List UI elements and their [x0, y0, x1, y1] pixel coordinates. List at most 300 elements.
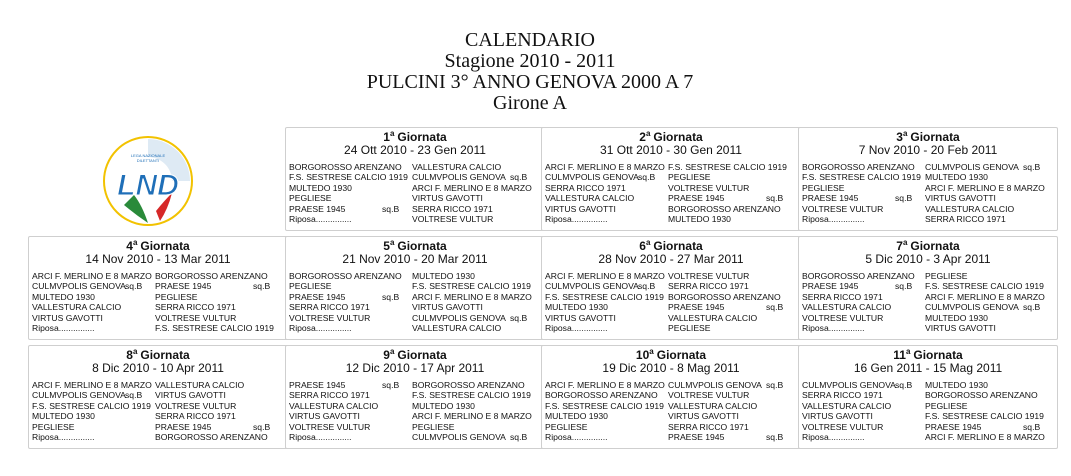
- home-team: SERRA RICCO 1971: [545, 182, 626, 193]
- away-team: VALLESTURA CALCIO: [155, 380, 245, 390]
- giornata-label: Giornata: [397, 239, 447, 253]
- giornata-label: Giornata: [140, 239, 190, 253]
- home-team: VALLESTURA CALCIO: [802, 302, 892, 313]
- match-row: [542, 302, 800, 312]
- home-team: VOLTRESE VULTUR: [289, 421, 371, 432]
- match-row: [286, 390, 544, 400]
- away-team: ARCI F. MERLINO E 8 MARZO: [412, 291, 532, 302]
- giornata-number: 8: [126, 348, 133, 362]
- match-row: [286, 411, 544, 421]
- match-row: [286, 214, 544, 224]
- home-team: ARCI F. MERLINO E 8 MARZO: [545, 380, 665, 390]
- giornata-title: [286, 346, 544, 362]
- away-team: MULTEDO 1930: [925, 380, 988, 390]
- away-team: VIRTUS GAVOTTI: [412, 193, 483, 204]
- away-team: F.S. SESTRESE CALCIO 1919: [668, 162, 787, 172]
- match-row: [542, 172, 800, 182]
- away-team: VALLESTURA CALCIO: [412, 322, 502, 333]
- home-team: Riposa...............: [802, 431, 865, 442]
- giornata-dates: 24 Ott 2010 - 23 Gen 2011: [344, 143, 486, 157]
- home-team: Riposa...............: [289, 213, 352, 224]
- giornata-number: 7: [896, 239, 903, 253]
- match-row: [542, 380, 800, 390]
- match-list: [799, 271, 1057, 333]
- match-row: [799, 401, 1057, 411]
- home-team: SERRA RICCO 1971: [802, 390, 883, 401]
- match-row: [286, 193, 544, 203]
- giornata-card-9: [285, 345, 545, 449]
- away-team: VIRTUS GAVOTTI: [412, 302, 483, 313]
- document-header: [300, 30, 760, 114]
- away-team: VOLTRESE VULTUR: [668, 271, 750, 281]
- giornata-dates: 5 Dic 2010 - 3 Apr 2011: [865, 252, 991, 266]
- home-team: ARCI F. MERLINO E 8 MARZO: [32, 380, 152, 390]
- match-row: [29, 271, 287, 281]
- away-team: CULMVPOLIS GENOVA: [412, 172, 506, 183]
- home-team: Riposa...............: [289, 431, 352, 442]
- giornata-title: [542, 346, 800, 362]
- home-team: MULTEDO 1930: [545, 411, 608, 422]
- home-team: VIRTUS GAVOTTI: [802, 411, 873, 422]
- match-row: [286, 183, 544, 193]
- home-team: BORGOROSSO ARENZANO: [802, 271, 915, 281]
- giornata-label: Giornata: [397, 348, 447, 362]
- away-team: CULMVPOLIS GENOVA: [925, 302, 1019, 313]
- match-row: [542, 271, 800, 281]
- away-team: ARCI F. MERLINO E 8 MARZO: [412, 411, 532, 422]
- away-team: PRAESE 1945: [155, 421, 212, 432]
- away-team: VIRTUS GAVOTTI: [925, 322, 996, 333]
- match-row: [799, 411, 1057, 421]
- home-team: PEGLIESE: [802, 182, 845, 193]
- match-row: [286, 323, 544, 333]
- home-team: CULMVPOLIS GENOVA: [32, 390, 126, 401]
- match-row: [29, 390, 287, 400]
- away-team: PEGLIESE: [925, 400, 968, 411]
- away-squad: sq.B: [510, 312, 528, 323]
- away-team: VALLESTURA CALCIO: [925, 203, 1015, 214]
- home-team: BORGOROSSO ARENZANO: [545, 390, 658, 401]
- match-row: [286, 281, 544, 291]
- home-team: PEGLIESE: [289, 193, 332, 204]
- home-team: VIRTUS GAVOTTI: [545, 312, 616, 323]
- away-squad: sq.B: [510, 431, 528, 442]
- giornata-dates: 7 Nov 2010 - 20 Feb 2011: [858, 143, 998, 157]
- match-row: [29, 281, 287, 291]
- away-team: PEGLIESE: [412, 421, 455, 432]
- doc-title: CALENDARIO: [465, 29, 595, 51]
- home-team: VALLESTURA CALCIO: [289, 400, 379, 411]
- giornata-label: Giornata: [656, 348, 707, 362]
- match-list: [799, 162, 1057, 224]
- away-squad: sq.B: [766, 380, 784, 390]
- away-team: ARCI F. MERLINO E 8 MARZO: [925, 182, 1045, 193]
- giornata-label: Giornata: [140, 348, 190, 362]
- giornata-title: [286, 128, 544, 144]
- match-row: [286, 204, 544, 214]
- match-row: [542, 214, 800, 224]
- giornata-title: [29, 237, 287, 253]
- home-team: MULTEDO 1930: [289, 182, 352, 193]
- away-team: SERRA RICCO 1971: [925, 213, 1006, 224]
- match-row: [29, 380, 287, 390]
- match-row: [542, 432, 800, 442]
- match-row: [286, 271, 544, 281]
- away-squad: sq.B: [766, 193, 784, 204]
- away-team: BORGOROSSO ARENZANO: [155, 271, 268, 281]
- home-team: Riposa...............: [545, 213, 608, 224]
- home-team: VOLTRESE VULTUR: [802, 203, 884, 214]
- home-team: F.S. SESTRESE CALCIO 1919: [545, 291, 664, 302]
- home-team: PRAESE 1945: [802, 193, 859, 204]
- away-team: PEGLIESE: [668, 172, 711, 183]
- giornata-ordinal: a: [389, 129, 395, 138]
- home-team: PEGLIESE: [289, 281, 332, 292]
- svg-text:LND: LND: [117, 169, 179, 202]
- giornata-label: Giornata: [397, 130, 447, 144]
- match-row: [799, 323, 1057, 333]
- home-team: PRAESE 1945: [802, 281, 859, 292]
- home-team: Riposa...............: [545, 431, 608, 442]
- home-team: PRAESE 1945: [289, 203, 346, 214]
- home-team: MULTEDO 1930: [32, 291, 95, 302]
- giornata-ordinal: a: [645, 238, 651, 247]
- home-team: PRAESE 1945: [289, 291, 346, 302]
- away-team: MULTEDO 1930: [925, 172, 988, 183]
- match-row: [542, 183, 800, 193]
- match-row: [799, 380, 1057, 390]
- home-team: SERRA RICCO 1971: [802, 291, 883, 302]
- away-team: VOLTRESE VULTUR: [412, 213, 494, 224]
- home-squad: sq.B: [125, 281, 143, 292]
- giornata-card-2: [541, 127, 801, 231]
- giornata-card-3: [798, 127, 1058, 231]
- giornata-ordinal: a: [389, 238, 395, 247]
- giornata-number: 5: [383, 239, 390, 253]
- away-team: VOLTRESE VULTUR: [668, 390, 750, 401]
- giornata-card-7: [798, 236, 1058, 340]
- home-team: VIRTUS GAVOTTI: [545, 203, 616, 214]
- home-team: CULMVPOLIS GENOVA: [545, 281, 639, 292]
- category-line: PULCINI 3° ANNO GENOVA 2000 A 7: [366, 71, 694, 93]
- match-row: [799, 292, 1057, 302]
- away-team: BORGOROSSO ARENZANO: [412, 380, 525, 390]
- home-team: MULTEDO 1930: [32, 411, 95, 422]
- match-list: [286, 271, 544, 333]
- home-team: F.S. SESTRESE CALCIO 1919: [32, 400, 151, 411]
- away-squad: sq.B: [253, 421, 271, 432]
- match-row: [799, 390, 1057, 400]
- match-row: [29, 323, 287, 333]
- giornata-ordinal: a: [905, 347, 911, 356]
- home-team: VOLTRESE VULTUR: [289, 312, 371, 323]
- home-team: BORGOROSSO ARENZANO: [802, 162, 915, 172]
- giornata-ordinal: a: [389, 347, 395, 356]
- match-list: [542, 380, 800, 442]
- away-team: VALLESTURA CALCIO: [668, 312, 758, 323]
- match-row: [286, 292, 544, 302]
- match-row: [29, 292, 287, 302]
- away-team: SERRA RICCO 1971: [155, 411, 236, 422]
- giornata-label: Giornata: [910, 239, 960, 253]
- giornata-card-4: [28, 236, 288, 340]
- away-team: BORGOROSSO ARENZANO: [668, 203, 781, 214]
- giornata-number: 6: [639, 239, 646, 253]
- match-row: [286, 172, 544, 182]
- away-team: ARCI F. MERLINO E 8 MARZO: [925, 431, 1045, 442]
- giornata-card-6: [541, 236, 801, 340]
- home-squad: sq.B: [895, 380, 913, 390]
- giornata-ordinal: a: [132, 347, 138, 356]
- home-team: CULMVPOLIS GENOVA: [32, 281, 126, 292]
- home-squad: sq.B: [125, 390, 143, 401]
- home-team: Riposa...............: [32, 322, 95, 333]
- away-team: MULTEDO 1930: [925, 312, 988, 323]
- giornata-card-8: [28, 345, 288, 449]
- giornata-ordinal: a: [645, 129, 651, 138]
- away-team: F.S. SESTRESE CALCIO 1919: [155, 322, 274, 333]
- away-team: VALLESTURA CALCIO: [668, 400, 758, 411]
- match-row: [542, 204, 800, 214]
- match-row: [542, 411, 800, 421]
- home-team: VIRTUS GAVOTTI: [289, 411, 360, 422]
- match-row: [286, 401, 544, 411]
- home-team: F.S. SESTRESE CALCIO 1919: [802, 172, 921, 183]
- giornata-card-11: [798, 345, 1058, 449]
- home-team: VOLTRESE VULTUR: [802, 421, 884, 432]
- match-row: [542, 422, 800, 432]
- svg-text:LEGA NAZIONALE: LEGA NAZIONALE: [130, 153, 166, 158]
- away-team: VIRTUS GAVOTTI: [155, 390, 226, 401]
- match-row: [799, 302, 1057, 312]
- match-row: [286, 422, 544, 432]
- match-row: [799, 313, 1057, 323]
- giornata-number: 2: [639, 130, 646, 144]
- lnd-logo: [102, 135, 194, 227]
- giornata-dates: 28 Nov 2010 - 27 Mar 2011: [598, 252, 744, 266]
- match-row: [542, 323, 800, 333]
- home-team: VIRTUS GAVOTTI: [32, 312, 103, 323]
- match-list: [799, 380, 1057, 442]
- away-team: BORGOROSSO ARENZANO: [155, 431, 268, 442]
- home-squad: sq.B: [382, 203, 400, 214]
- match-list: [29, 271, 287, 333]
- away-team: VOLTRESE VULTUR: [155, 400, 237, 411]
- giornata-card-1: [285, 127, 545, 231]
- match-row: [799, 204, 1057, 214]
- match-row: [286, 380, 544, 390]
- match-row: [29, 302, 287, 312]
- giornata-title: [799, 128, 1057, 144]
- home-team: CULMVPOLIS GENOVA: [545, 172, 639, 183]
- away-team: PRAESE 1945: [668, 302, 725, 313]
- giornata-ordinal: a: [902, 238, 908, 247]
- away-team: F.S. SESTRESE CALCIO 1919: [925, 411, 1044, 422]
- away-team: MULTEDO 1930: [668, 213, 731, 224]
- away-team: F.S. SESTRESE CALCIO 1919: [925, 281, 1044, 292]
- home-team: SERRA RICCO 1971: [289, 302, 370, 313]
- giornata-number: 11: [893, 348, 906, 362]
- away-team: PEGLIESE: [155, 291, 198, 302]
- match-row: [542, 292, 800, 302]
- home-team: Riposa...............: [545, 322, 608, 333]
- away-team: PRAESE 1945: [925, 421, 982, 432]
- match-row: [542, 390, 800, 400]
- giornata-title: [799, 237, 1057, 253]
- home-squad: sq.B: [895, 193, 913, 204]
- away-team: MULTEDO 1930: [412, 400, 475, 411]
- home-squad: sq.B: [638, 172, 656, 183]
- match-row: [799, 172, 1057, 182]
- home-team: ARCI F. MERLINO E 8 MARZO: [545, 162, 665, 172]
- giornata-title: [542, 237, 800, 253]
- match-row: [799, 214, 1057, 224]
- svg-text:DILETTANTI: DILETTANTI: [136, 158, 160, 163]
- giornata-dates: 12 Dic 2010 - 17 Apr 2011: [345, 361, 485, 375]
- home-team: VALLESTURA CALCIO: [802, 400, 892, 411]
- away-team: VIRTUS GAVOTTI: [668, 411, 739, 422]
- away-team: SERRA RICCO 1971: [412, 203, 493, 214]
- home-team: SERRA RICCO 1971: [289, 390, 370, 401]
- giornata-number: 10: [635, 348, 650, 362]
- home-squad: sq.B: [638, 281, 656, 292]
- match-row: [286, 432, 544, 442]
- match-row: [29, 411, 287, 421]
- match-row: [542, 313, 800, 323]
- home-squad: sq.B: [382, 380, 400, 390]
- away-team: PEGLIESE: [668, 322, 711, 333]
- giornata-label: Giornata: [910, 130, 960, 144]
- home-team: PEGLIESE: [32, 421, 75, 432]
- giornata-title: [286, 237, 544, 253]
- away-team: CULMVPOLIS GENOVA: [668, 380, 762, 390]
- giornata-ordinal: a: [649, 347, 654, 356]
- match-row: [286, 302, 544, 312]
- home-team: Riposa...............: [32, 431, 95, 442]
- away-team: SERRA RICCO 1971: [155, 302, 236, 313]
- match-row: [799, 183, 1057, 193]
- match-list: [542, 162, 800, 224]
- home-squad: sq.B: [382, 291, 400, 302]
- home-squad: sq.B: [895, 281, 913, 292]
- home-team: Riposa...............: [802, 322, 865, 333]
- home-team: F.S. SESTRESE CALCIO 1919: [289, 172, 408, 183]
- match-row: [286, 162, 544, 172]
- home-team: PRAESE 1945: [289, 380, 346, 390]
- giornata-title: [799, 346, 1057, 362]
- giornata-dates: 31 Ott 2010 - 30 Gen 2011: [600, 143, 742, 157]
- match-list: [29, 380, 287, 442]
- away-squad: sq.B: [1023, 421, 1041, 432]
- match-row: [29, 401, 287, 411]
- match-row: [799, 432, 1057, 442]
- away-team: PRAESE 1945: [155, 281, 212, 292]
- away-squad: sq.B: [1023, 302, 1041, 313]
- giornata-label: Giornata: [653, 239, 703, 253]
- group-line: Girone A: [493, 92, 567, 114]
- home-team: ARCI F. MERLINO E 8 MARZO: [32, 271, 152, 281]
- match-list: [542, 271, 800, 333]
- away-team: F.S. SESTRESE CALCIO 1919: [412, 390, 531, 401]
- giornata-number: 3: [896, 130, 903, 144]
- away-squad: sq.B: [766, 431, 784, 442]
- away-team: BORGOROSSO ARENZANO: [668, 291, 781, 302]
- home-team: BORGOROSSO ARENZANO: [289, 271, 402, 281]
- giornata-label: Giornata: [913, 348, 963, 362]
- giornata-number: 9: [383, 348, 390, 362]
- away-team: VOLTRESE VULTUR: [668, 182, 750, 193]
- match-row: [542, 401, 800, 411]
- match-row: [29, 432, 287, 442]
- giornata-ordinal: a: [902, 129, 908, 138]
- away-team: BORGOROSSO ARENZANO: [925, 390, 1038, 401]
- home-team: Riposa...............: [802, 213, 865, 224]
- away-team: MULTEDO 1930: [412, 271, 475, 281]
- away-team: CULMVPOLIS GENOVA: [925, 162, 1019, 172]
- home-team: PEGLIESE: [545, 421, 588, 432]
- home-team: MULTEDO 1930: [545, 302, 608, 313]
- away-team: ARCI F. MERLINO E 8 MARZO: [925, 291, 1045, 302]
- match-row: [29, 313, 287, 323]
- giornata-number: 1: [383, 130, 390, 144]
- away-squad: sq.B: [510, 172, 528, 183]
- away-team: PRAESE 1945: [668, 431, 725, 442]
- match-list: [286, 162, 544, 224]
- giornata-dates: 14 Nov 2010 - 13 Mar 2011: [85, 252, 231, 266]
- match-row: [542, 162, 800, 172]
- away-team: SERRA RICCO 1971: [668, 421, 749, 432]
- match-row: [799, 271, 1057, 281]
- away-team: F.S. SESTRESE CALCIO 1919: [412, 281, 531, 292]
- giornata-dates: 16 Gen 2011 - 15 Mag 2011: [853, 361, 1003, 375]
- match-row: [286, 313, 544, 323]
- giornata-dates: 21 Nov 2010 - 20 Mar 2011: [342, 252, 488, 266]
- match-row: [799, 162, 1057, 172]
- match-row: [799, 422, 1057, 432]
- away-squad: sq.B: [253, 281, 271, 292]
- away-team: VALLESTURA CALCIO: [412, 162, 502, 172]
- away-team: VIRTUS GAVOTTI: [925, 193, 996, 204]
- away-team: ARCI F. MERLINO E 8 MARZO: [412, 182, 532, 193]
- giornata-title: [542, 128, 800, 144]
- giornata-dates: 8 Dic 2010 - 10 Apr 2011: [92, 361, 224, 375]
- home-team: VALLESTURA CALCIO: [545, 193, 635, 204]
- giornata-title: [29, 346, 287, 362]
- home-team: Riposa...............: [289, 322, 352, 333]
- home-team: F.S. SESTRESE CALCIO 1919: [545, 400, 664, 411]
- giornata-card-5: [285, 236, 545, 340]
- away-team: PRAESE 1945: [668, 193, 725, 204]
- giornata-label: Giornata: [653, 130, 703, 144]
- match-row: [542, 281, 800, 291]
- giornata-ordinal: a: [132, 238, 138, 247]
- away-team: CULMVPOLIS GENOVA: [412, 312, 506, 323]
- giornata-card-10: [541, 345, 801, 449]
- away-team: VOLTRESE VULTUR: [155, 312, 237, 323]
- match-row: [799, 281, 1057, 291]
- giornata-dates: 19 Dic 2010 - 8 Mag 2011: [602, 361, 740, 375]
- match-row: [29, 422, 287, 432]
- home-team: CULMVPOLIS GENOVA: [802, 380, 896, 390]
- away-squad: sq.B: [766, 302, 784, 313]
- match-row: [542, 193, 800, 203]
- home-team: BORGOROSSO ARENZANO: [289, 162, 402, 172]
- away-team: PEGLIESE: [925, 271, 968, 281]
- home-team: VOLTRESE VULTUR: [802, 312, 884, 323]
- giornata-number: 4: [126, 239, 133, 253]
- away-team: CULMVPOLIS GENOVA: [412, 431, 506, 442]
- season-line: Stagione 2010 - 2011: [444, 50, 616, 72]
